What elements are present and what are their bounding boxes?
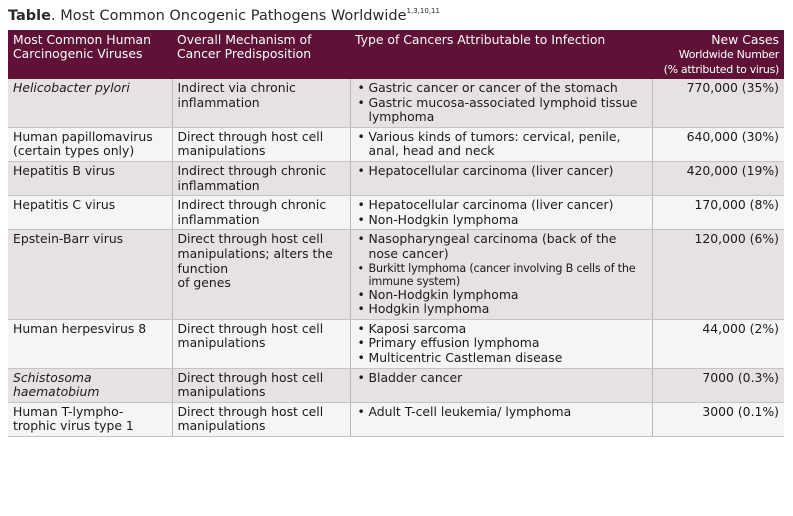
cancer-item: • Adult T-cell leukemia/ lymphoma (356, 405, 647, 420)
table-row (8, 79, 784, 127)
caption-title: . Most Common Oncogenic Pathogens Worldwide (51, 8, 407, 24)
cancer-item: • Various kinds of tumors: cervical, penile, anal, head and neck (356, 130, 647, 159)
mechanism-cell: Indirect via chronic inflammation (172, 79, 350, 127)
mechanism-cell: Direct through host cell manipulations (172, 319, 350, 368)
mechanism-cell: Indirect through chronic inflammation (172, 161, 350, 195)
virus-cell: Human papillomavirus (certain types only) (8, 127, 172, 161)
cancer-item: • Nasopharyngeal carcinoma (back of the nose cancer) (356, 232, 647, 261)
header-new-cases-line1: New Cases (711, 32, 779, 47)
caption-references: 1,3,10,11 (406, 7, 440, 15)
new-cases-cell: 3000 (0.1%) (652, 402, 784, 436)
cancer-item: • Hodgkin lymphoma (356, 302, 647, 317)
cancer-types-cell (350, 127, 652, 161)
table-caption (8, 7, 440, 24)
table-row (8, 319, 784, 368)
header-mechanism: Overall Mechanism of Cancer Predisposition (172, 30, 350, 79)
new-cases-cell: 640,000 (30%) (652, 127, 784, 161)
mechanism-cell: Direct through host cell manipulations (172, 402, 350, 436)
virus-cell: Human T-lympho- trophic virus type 1 (8, 402, 172, 436)
header-new-cases-line3: (% attributed to virus) (663, 63, 779, 76)
cancer-item: • Non-Hodgkin lymphoma (356, 288, 647, 303)
cancer-item: • Non-Hodgkin lymphoma (356, 213, 647, 228)
table-row (8, 368, 784, 402)
header-new-cases (652, 30, 784, 79)
virus-cell: Helicobacter pylori (8, 79, 172, 127)
virus-cell: Epstein-Barr virus (8, 230, 172, 319)
new-cases-cell: 420,000 (19%) (652, 161, 784, 195)
table-header-row (8, 30, 784, 79)
table-row (8, 402, 784, 436)
cancer-types-cell (350, 161, 652, 195)
new-cases-cell: 170,000 (8%) (652, 196, 784, 230)
mechanism-cell (172, 230, 350, 319)
new-cases-cell: 7000 (0.3%) (652, 368, 784, 402)
cancer-item: • Primary effusion lymphoma (356, 336, 647, 351)
mechanism-text-continued: of genes (177, 275, 231, 291)
cancer-item: • Hepatocellular carcinoma (liver cancer) (356, 164, 647, 179)
cancer-types-cell (350, 230, 652, 319)
table-row (8, 230, 784, 319)
cancer-item: • Burkitt lymphoma (cancer involving B cells of the immune system) (356, 262, 647, 288)
virus-cell: Hepatitis C virus (8, 196, 172, 230)
cancer-item: • Kaposi sarcoma (356, 322, 647, 337)
virus-cell: Schistosoma haematobium (8, 368, 172, 402)
mechanism-text: Direct through host cell manipulations; alters the function (177, 231, 333, 276)
header-cancer-types: Type of Cancers Attributable to Infection (350, 30, 652, 79)
cancer-types-cell (350, 402, 652, 436)
cancer-types-cell (350, 368, 652, 402)
cancer-item: • Multicentric Castleman disease (356, 351, 647, 366)
cancer-types-cell (350, 196, 652, 230)
virus-cell: Human herpesvirus 8 (8, 319, 172, 368)
cancer-types-cell (350, 79, 652, 127)
new-cases-cell: 770,000 (35%) (652, 79, 784, 127)
cancer-item: • Bladder cancer (356, 371, 647, 386)
cancer-item: • Gastric cancer or cancer of the stomach (356, 81, 647, 96)
table-row (8, 127, 784, 161)
mechanism-cell: Indirect through chronic inflammation (172, 196, 350, 230)
caption-label: Table (8, 8, 51, 24)
header-new-cases-line2: Worldwide Number (678, 48, 779, 61)
new-cases-cell: 44,000 (2%) (652, 319, 784, 368)
table-row (8, 196, 784, 230)
cancer-item: • Hepatocellular carcinoma (liver cancer) (356, 198, 647, 213)
cancer-item: • Gastric mucosa-associated lymphoid tissue lymphoma (356, 96, 647, 125)
table-row (8, 161, 784, 195)
new-cases-cell: 120,000 (6%) (652, 230, 784, 319)
mechanism-cell: Direct through host cell manipulations (172, 368, 350, 402)
mechanism-cell: Direct through host cell manipulations (172, 127, 350, 161)
virus-cell: Hepatitis B virus (8, 161, 172, 195)
oncogenic-pathogens-table (8, 30, 784, 437)
header-virus: Most Common Human Carcinogenic Viruses (8, 30, 172, 79)
cancer-types-cell (350, 319, 652, 368)
